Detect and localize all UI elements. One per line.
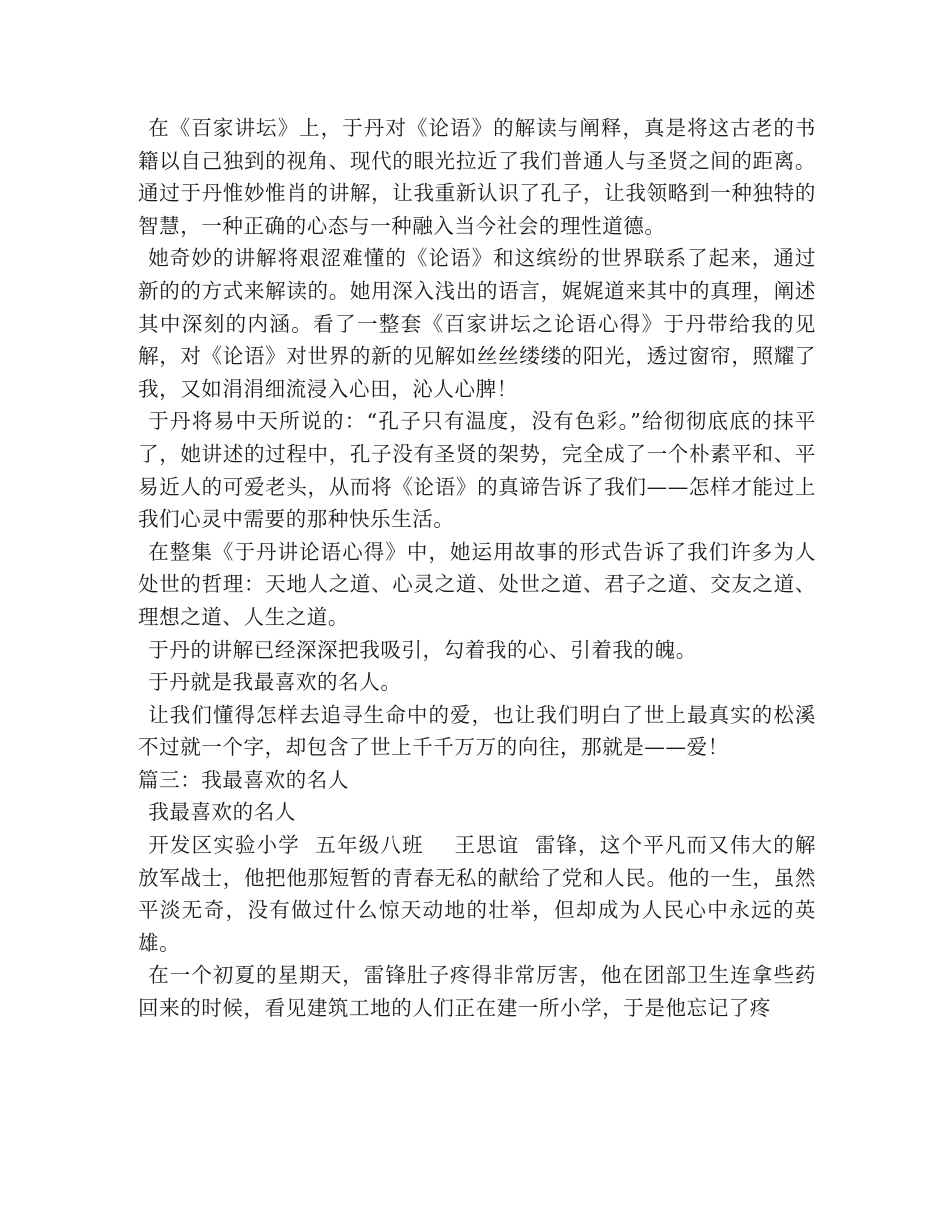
paragraph-last: 在一个初夏的星期天，雷锋肚子疼得非常厉害，他在团部卫生连拿些药回来的时候，看见建筑工地的人们正在建一所小学，于是他忘记了疼 <box>138 963 816 1021</box>
paragraph-byline: 开发区实验小学 五年级八班 王思谊 雷锋，这个平凡而又伟大的解放军战士，他把他那短暂的青春无私的献给了党和人民。他的一生，虽然平淡无奇，没有做过什么惊天动地的壮举，但却成为人民心中永远的英雄。 <box>138 833 816 955</box>
paragraph-1: 在《百家讲坛》上，于丹对《论语》的解读与阐释，真是将这古老的书籍以自己独到的视角、现代的眼光拉近了我们普通人与圣贤之间的距离。通过于丹惟妙惟肖的讲解，让我重新认识了孔子，让我领略到一种独特的智慧，一种正确的心态与一种融入当今社会的理性道德。 <box>138 116 816 238</box>
paragraph-6: 于丹就是我最喜欢的名人。 <box>148 670 402 695</box>
document-body <box>138 112 816 1025</box>
section-heading: 篇三：我最喜欢的名人 <box>138 767 349 792</box>
paragraph-2: 她奇妙的讲解将艰涩难懂的《论语》和这缤纷的世界联系了起来，通过新的的方式来解读的。她用深入浅出的语言，娓娓道来其中的真理，阐述其中深刻的内涵。看了一整套《百家讲坛之论语心得》于丹带给我的见解，对《论语》对世界的新的见解如丝丝缕缕的阳光，透过窗帘，照耀了我，又如涓涓细流浸入心田，沁人心脾！ <box>138 246 816 401</box>
paragraph-5: 于丹的讲解已经深深把我吸引，勾着我的心、引着我的魄。 <box>148 637 697 662</box>
article-title: 我最喜欢的名人 <box>148 800 296 825</box>
paragraph-4: 在整集《于丹讲论语心得》中，她运用故事的形式告诉了我们许多为人处世的哲理：天地人之道、心灵之道、处世之道、君子之道、交友之道、理想之道、人生之道。 <box>138 539 816 629</box>
paragraph-7: 让我们懂得怎样去追寻生命中的爱，也让我们明白了世上最真实的松溪不过就一个字，却包含了世上千千万万的向往，那就是——爱！ <box>138 702 816 760</box>
paragraph-3: 于丹将易中天所说的：“孔子只有温度，没有色彩。”给彻彻底底的抹平了，她讲述的过程中，孔子没有圣贤的架势，完全成了一个朴素平和、平易近人的可爱老头，从而将《论语》的真谛告诉了我们——怎样才能过上我们心灵中需要的那种快乐生活。 <box>138 409 816 532</box>
